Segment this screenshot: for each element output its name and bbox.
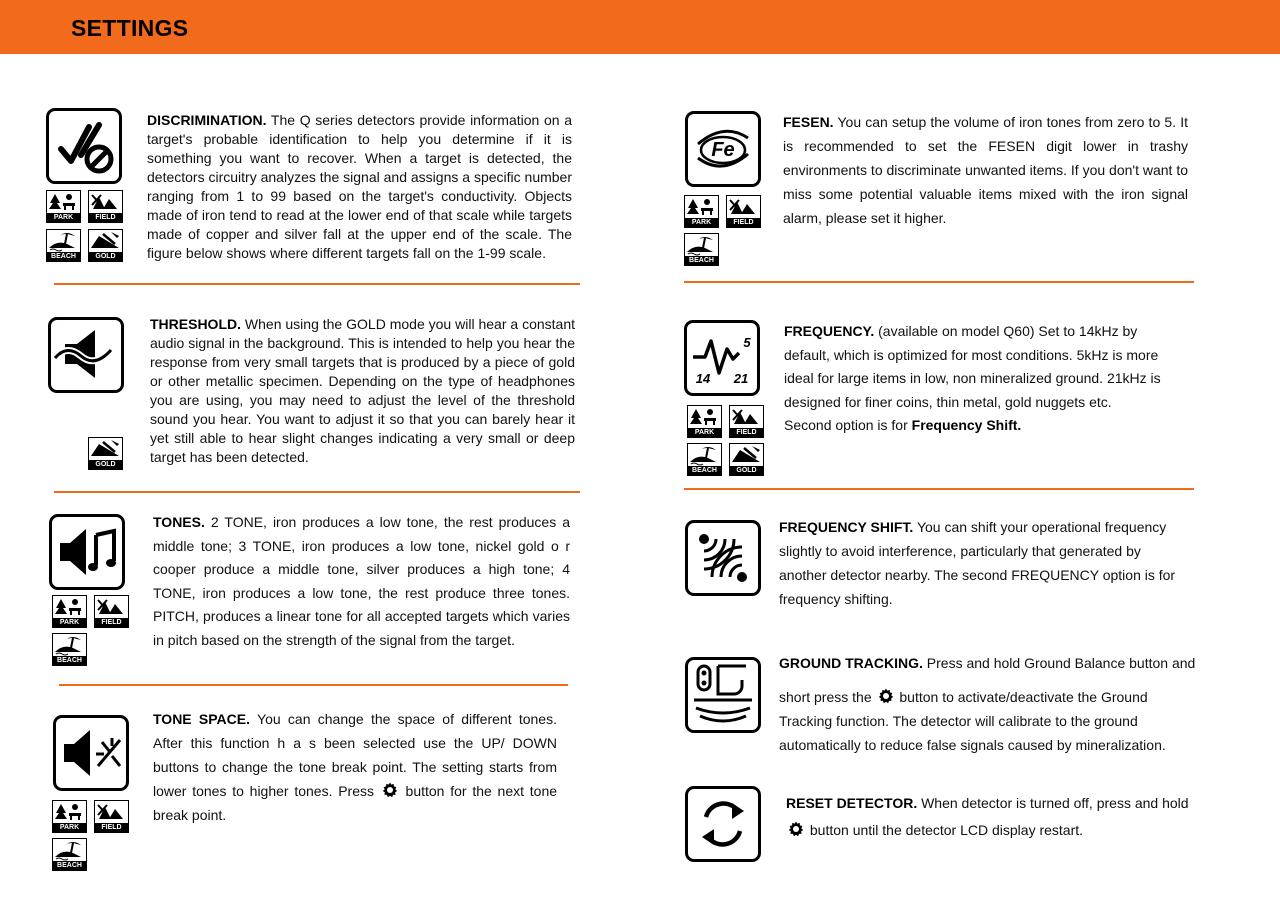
badge-label: PARK	[53, 618, 86, 627]
section-divider	[684, 488, 1194, 490]
reset-detector-body-line1: When detector is turned off, press and hold	[921, 795, 1189, 811]
frequency-wave-icon	[684, 320, 760, 396]
badge-label: BEACH	[53, 861, 86, 870]
frequency-digit-right: 21	[733, 371, 749, 386]
speaker-wave-icon	[48, 317, 124, 393]
park-badge-icon	[52, 800, 87, 833]
badge-label: BEACH	[685, 256, 718, 265]
frequency-title: FREQUENCY.	[784, 323, 875, 339]
fesen-text	[783, 110, 1188, 230]
frequency-shift-title: FREQUENCY SHIFT.	[779, 519, 914, 535]
field-badge-icon	[729, 405, 764, 438]
beach-badge-icon	[52, 838, 87, 871]
section-divider	[59, 684, 568, 686]
gold-badge-icon	[729, 443, 764, 476]
badge-label: PARK	[685, 218, 718, 227]
park-badge-icon	[52, 595, 87, 628]
speaker-burst-icon	[53, 715, 129, 791]
reset-arrows-icon	[685, 786, 761, 862]
speaker-music-icon	[49, 514, 125, 590]
badge-label: BEACH	[688, 466, 721, 475]
ground-tracking-icon	[685, 657, 761, 733]
header-bar	[0, 0, 1280, 54]
frequency-digit-left: 14	[695, 371, 711, 386]
frequency-second-prefix: Second option is for	[784, 417, 908, 433]
reset-detector-text	[786, 791, 1206, 842]
badge-label: FIELD	[95, 618, 128, 627]
beach-badge-icon	[687, 443, 722, 476]
page-title: SETTINGS	[71, 15, 189, 41]
section-divider	[54, 491, 580, 493]
badge-label: FIELD	[730, 428, 763, 437]
park-badge-icon	[46, 190, 81, 223]
frequency-shift-text	[779, 515, 1189, 611]
fesen-body: You can setup the volume of iron tones from zero to 5. It is recommended to set the FESEN digit lower in trashy environments to discriminate unwanted items. If you don't want to miss some potential valuable items mixed with the iron signal alarm, please set it higher.	[783, 114, 1188, 226]
ground-tracking-title: GROUND TRACKING.	[779, 655, 923, 671]
tones-text	[153, 511, 570, 652]
reset-detector-title: RESET DETECTOR.	[786, 795, 918, 811]
badge-label: GOLD	[89, 460, 122, 469]
discrimination-title: DISCRIMINATION.	[147, 112, 267, 128]
tone-space-body: You can change the space of different tones. After this function h a s been selected use the UP/ DOWN buttons to change the tone break point. The setting starts from lower tones to higher tones. Press	[153, 711, 557, 799]
frequency-text	[784, 320, 1184, 438]
threshold-title: THRESHOLD.	[150, 316, 241, 332]
discrimination-text	[147, 111, 572, 263]
discrimination-body: The Q series detectors provide information on a target's probable identification to help you determine if it is something you want to recover. When a target is detected, the detectors circuitry analyzes the signal and assigns a specific number ranging from 1 to 99 based on the target's conductivity. Objects made of iron tend to read at the lower end of that scale while targets made of copper and silver fall at the upper end of the scale. The figure below shows where different targets fall on the 1-99 scale.	[147, 112, 572, 261]
gear-icon	[878, 688, 894, 704]
tones-body: 2 TONE, iron produces a low tone, the rest produces a middle tone; 3 TONE, iron produces a low tone, nickel gold o r cooper produce a middle tone, silver produces a high tone; 4 TONE, iron produces a low tone, the rest produce three tones. PITCH, produces a linear tone for all accepted targets which varies in pitch based on the strength of the signal from the target.	[153, 514, 571, 648]
ground-tracking-body-line1: Press and hold Ground Balance button and	[926, 655, 1196, 671]
threshold-text	[150, 315, 575, 467]
park-badge-icon	[687, 405, 722, 438]
tone-space-text	[153, 707, 557, 827]
reset-detector-body-end: button until the detector LCD display restart.	[809, 822, 1084, 838]
field-badge-icon	[726, 195, 761, 228]
beach-badge-icon	[684, 233, 719, 266]
gold-badge-icon	[88, 229, 123, 262]
tone-space-body-end: button for the next tone break point.	[153, 783, 558, 823]
gear-icon	[382, 782, 398, 798]
threshold-body: When using the GOLD mode you will hear a constant audio signal in the background. This is intended to help you hear the response from very small targets that is produced by a piece of gold or other metallic specimen. Depending on the type of headphones you are using, you may need to adjust the level of the threshold sound you hear. You want to adjust it so that you can barely hear it yet still able to hear slight changes indicating a very small or deep target has been detected.	[150, 316, 575, 465]
tone-space-title: TONE SPACE.	[153, 711, 250, 727]
badge-label: PARK	[53, 823, 86, 832]
badge-label: FIELD	[89, 213, 122, 222]
frequency-shift-body: You can shift your operational frequency slightly to avoid interference, particularly that generated by another detector nearby. The second FREQUENCY option is for frequency shifting.	[779, 519, 1176, 607]
badge-label: FIELD	[727, 218, 760, 227]
badge-label: GOLD	[89, 252, 122, 261]
field-badge-icon	[94, 800, 129, 833]
section-divider	[684, 281, 1194, 283]
ground-tracking-text	[779, 651, 1199, 757]
ground-tracking-body: short press the	[779, 689, 872, 705]
frequency-second-bold: Frequency Shift.	[911, 417, 1022, 433]
svg-text:Fe: Fe	[711, 139, 735, 161]
gear-icon	[788, 821, 804, 837]
ground-tracking-body-end: button to activate/deactivate the Ground Tracking function. The detector will calibrate to the ground automatically to reduce false signals caused by mineralization.	[779, 689, 1166, 753]
badge-label: PARK	[47, 213, 80, 222]
fesen-title: FESEN.	[783, 114, 834, 130]
checkmark-slash-icon	[46, 108, 122, 184]
tones-title: TONES.	[153, 514, 205, 530]
section-divider	[54, 283, 580, 285]
field-badge-icon	[94, 595, 129, 628]
beach-badge-icon	[52, 633, 87, 666]
park-badge-icon	[684, 195, 719, 228]
field-badge-icon	[88, 190, 123, 223]
signal-interference-icon	[685, 520, 761, 596]
badge-label: PARK	[688, 428, 721, 437]
beach-badge-icon	[46, 229, 81, 262]
fe-iron-icon	[685, 111, 761, 187]
badge-label: FIELD	[95, 823, 128, 832]
frequency-digit-top: 5	[743, 335, 751, 350]
badge-label: BEACH	[47, 252, 80, 261]
badge-label: GOLD	[730, 466, 763, 475]
badge-label: BEACH	[53, 656, 86, 665]
gold-badge-icon	[88, 437, 123, 470]
frequency-body: (available on model Q60) Set to 14kHz by default, which is optimized for most conditions. 5kHz is more ideal for large items in low, non mineralized ground. 21kHz is designed for finer coins, thin metal, gold nuggets etc.	[784, 323, 1161, 410]
